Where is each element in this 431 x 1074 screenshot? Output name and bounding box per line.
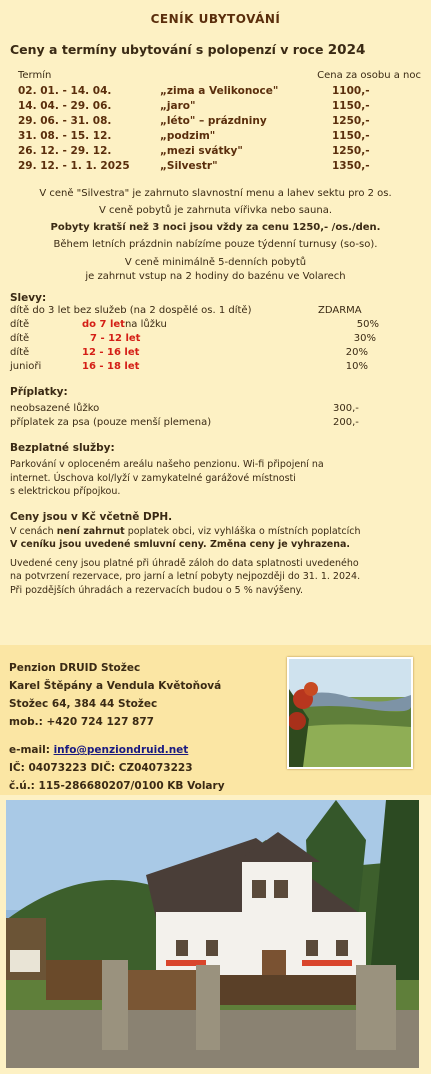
table-row: 14. 04. - 29. 06. „jaro" 1150,- (18, 100, 370, 112)
table-row: 31. 08. - 15. 12. „podzim" 1150,- (18, 130, 370, 142)
note-silvestr: V ceně "Silvestra" je zahrnuto slavnostní menu a lahev sektu pro 2 os. (39, 188, 392, 199)
contact-mobile: mob.: +420 724 127 877 (9, 716, 154, 728)
term-header: Termín (18, 70, 52, 81)
table-row: 29. 06. - 31. 08. „léto" – prázdniny 1250,- (18, 115, 370, 127)
price-header: Cena za osobu a noc (317, 70, 421, 81)
free-services-heading: Bezplatné služby: (10, 442, 115, 454)
discounts-heading: Slevy: (10, 292, 47, 304)
price-table-header (18, 70, 421, 81)
contact-owners: Karel Štěpány a Vendula Květoňová (9, 680, 222, 692)
price-table (18, 85, 370, 175)
page-title: CENÍK UBYTOVÁNÍ (150, 12, 281, 26)
notes-block (10, 187, 421, 284)
contact-address: Stožec 64, 384 44 Stožec (9, 698, 158, 710)
table-row: 29. 12. - 1. 1. 2025 „Silvestr" 1350,- (18, 160, 370, 172)
discount-row: dítě do 7 let na lůžku 50% (10, 319, 379, 330)
table-row: 02. 01. - 14. 04. „zima a Velikonoce" 1100,- (18, 85, 370, 97)
vat-text: V cenách není zahrnut poplatek obci, viz vyhláška o místních poplatcích V ceníku jsou uvedené smluvní ceny. Změna ceny je vyhrazena. (10, 525, 361, 550)
contact-block (9, 659, 225, 795)
note-summer: Během letních prázdnin nabízíme pouze týdenní turnusy (so-so). (53, 239, 378, 250)
discount-row: dítě 7 - 12 let 30% (10, 333, 376, 344)
discount-row: dítě 12 - 16 let 20% (10, 347, 368, 358)
note-short-stay: Pobyty kratší než 3 noci jsou vždy za cenu 1250,- /os./den. (50, 222, 381, 233)
note-pool-2: je zahrnut vstup na 2 hodiny do bazénu ve Volarech (85, 271, 346, 282)
contact-name: Penzion DRUID Stožec (9, 662, 141, 674)
contact-account: č.ú.: 115-286680207/0100 KB Volary (9, 780, 225, 792)
contact-email-row: e-mail: info@penziondruid.net (9, 744, 189, 756)
note-whirlpool: V ceně pobytů je zahrnuta vířivka nebo sauna. (98, 205, 333, 216)
discount-row: dítě do 3 let bez služeb (na 2 dospělé os. 1 dítě) ZDARMA (10, 305, 362, 316)
email-link[interactable]: info@penziondruid.net (53, 744, 189, 756)
page-subtitle: Ceny a termíny ubytování s polopenzí v roce 2024 (10, 42, 366, 58)
vat-heading: Ceny jsou v Kč včetně DPH. (10, 510, 173, 523)
discount-row: junioři 16 - 18 let 10% (10, 361, 368, 372)
surcharge-row: neobsazené lůžko 300,- (10, 403, 359, 414)
surcharge-row: příplatek za psa (pouze menší plemena) 200,- (10, 417, 359, 428)
house-photo (6, 800, 419, 1068)
free-services-text: Parkování v oploceném areálu našeho penzionu. Wi-fi připojení na internet. Úschova kol/lyží v zamykatelné garážové místnosti s elektrickou přípojkou. (10, 459, 324, 497)
contact-panel (0, 645, 431, 795)
surcharges-heading: Příplatky: (10, 386, 68, 398)
landscape-photo (287, 657, 413, 769)
contact-ids: IČ: 04073223 DIČ: CZ04073223 (9, 762, 193, 774)
payment-text: Uvedené ceny jsou platné při úhradě záloh do data splatnosti uvedeného na potvrzení rezervace, pro jarní a letní pobyty nejpozději do 31. 1. 2024. Při pozdějších úhradách a rezervacích budou o 5 % navýšeny. (10, 557, 361, 596)
table-row: 26. 12. - 29. 12. „mezi svátky" 1250,- (18, 145, 370, 157)
note-pool-1: V ceně minimálně 5-denních pobytů (124, 257, 307, 268)
